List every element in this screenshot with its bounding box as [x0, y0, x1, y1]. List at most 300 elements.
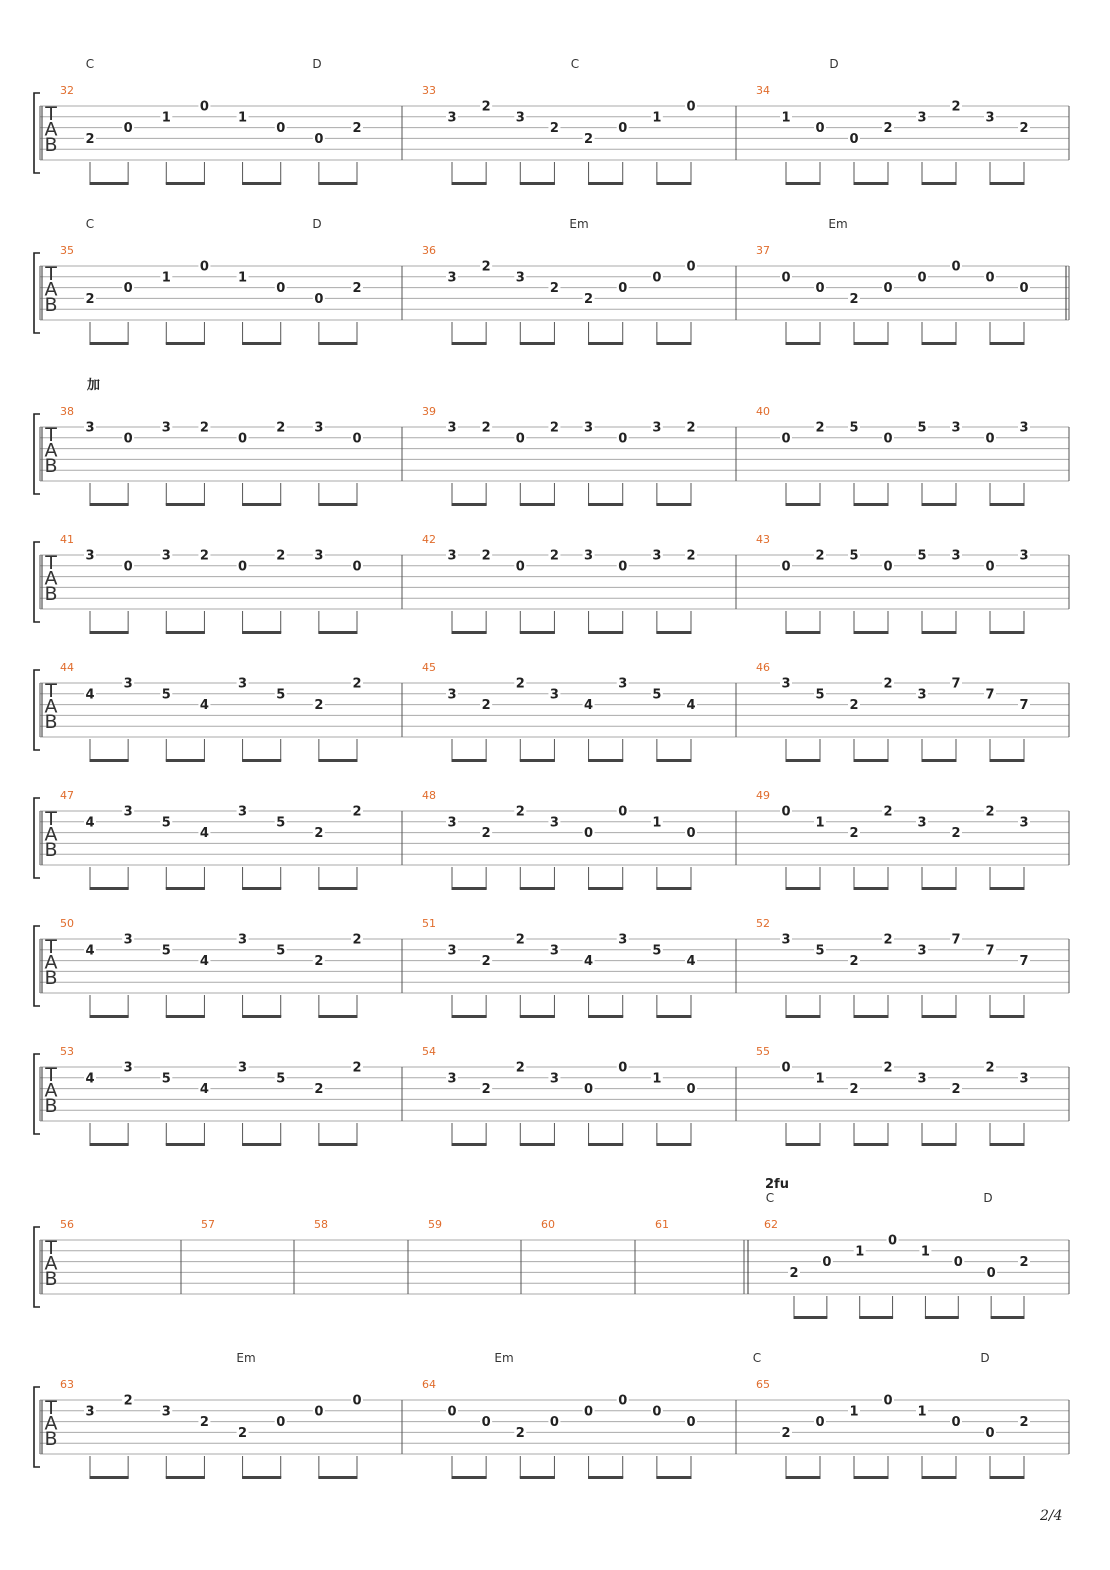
fret-number: 0 [276, 281, 286, 297]
measure-number: 42 [422, 533, 436, 546]
fret-number: 2 [515, 1425, 525, 1441]
fret-number: 2 [515, 1060, 525, 1076]
measure-number: 50 [60, 917, 74, 930]
fret-number: 0 [652, 270, 662, 286]
fret-number: 2 [481, 259, 491, 275]
fret-number: 0 [686, 1082, 696, 1098]
measure-number: 56 [60, 1218, 74, 1231]
measure-number: 41 [60, 533, 74, 546]
fret-number: 2 [199, 548, 209, 564]
fret-number: 0 [238, 431, 248, 447]
system-bracket [34, 542, 40, 622]
fret-number: 2 [481, 826, 491, 842]
fret-number: 3 [951, 420, 961, 436]
fret-number: 3 [917, 943, 927, 959]
fret-number: 0 [618, 559, 628, 575]
fret-number: 0 [199, 99, 209, 115]
tab-clef-letter: T [45, 424, 57, 446]
fret-number: 0 [985, 270, 995, 286]
fret-number: 1 [652, 815, 662, 831]
fret-number: 3 [781, 676, 791, 692]
fret-number: 3 [447, 943, 457, 959]
fret-number: 0 [549, 1415, 559, 1431]
fret-number: 3 [161, 420, 171, 436]
fret-number: 3 [652, 420, 662, 436]
measure-number: 46 [756, 661, 770, 674]
fret-number: 3 [1019, 548, 1029, 564]
fret-number: 1 [815, 815, 825, 831]
fret-number: 0 [985, 431, 995, 447]
tab-clef-letter: B [44, 1428, 58, 1450]
tab-clef-letter: T [45, 680, 57, 702]
measure-number: 54 [422, 1045, 436, 1058]
tab-clef-letter: A [44, 278, 58, 301]
fret-number: 2 [815, 548, 825, 564]
fret-number: 0 [951, 1415, 961, 1431]
fret-number: 0 [985, 1425, 995, 1441]
fret-number: 2 [883, 1060, 893, 1076]
fret-number: 0 [618, 281, 628, 297]
chord-symbol: Em [569, 217, 589, 231]
fret-number: 0 [238, 559, 248, 575]
fret-number: 3 [123, 804, 133, 820]
fret-number: 3 [447, 815, 457, 831]
fret-number: 2 [883, 932, 893, 948]
measure-number: 39 [422, 405, 436, 418]
fret-number: 2 [481, 954, 491, 970]
measure-number: 65 [756, 1378, 770, 1391]
chord-symbol: C [765, 1191, 775, 1205]
fret-number: 5 [815, 687, 825, 703]
fret-number: 3 [549, 815, 559, 831]
tab-clef-letter: T [45, 263, 57, 285]
measure-number: 61 [655, 1218, 669, 1231]
fret-number: 4 [686, 698, 696, 714]
measure-number: 63 [60, 1378, 74, 1391]
measure-number: 64 [422, 1378, 436, 1391]
fret-number: 0 [352, 431, 362, 447]
fret-number: 2 [1019, 1415, 1029, 1431]
fret-number: 0 [888, 1233, 898, 1249]
fret-number: 0 [686, 259, 696, 275]
fret-number: 3 [123, 676, 133, 692]
fret-number: 7 [985, 687, 995, 703]
fret-number: 3 [781, 932, 791, 948]
fret-number: 0 [822, 1255, 832, 1271]
fret-number: 3 [123, 932, 133, 948]
fret-number: 0 [953, 1255, 963, 1271]
fret-number: 2 [849, 291, 859, 307]
system-bracket [34, 670, 40, 750]
fret-number: 2 [481, 99, 491, 115]
measure-number: 36 [422, 244, 436, 257]
tab-clef-letter: B [44, 1095, 58, 1117]
system-bracket [34, 1387, 40, 1467]
system-bracket [34, 1054, 40, 1134]
fret-number: 3 [985, 110, 995, 126]
fret-number: 2 [815, 420, 825, 436]
fret-number: 5 [276, 815, 286, 831]
fret-number: 0 [584, 1082, 594, 1098]
page-number: 2/4 [1040, 1508, 1063, 1524]
measure-number: 33 [422, 84, 436, 97]
measure-number: 52 [756, 917, 770, 930]
fret-number: 0 [618, 1393, 628, 1409]
measure-number: 60 [541, 1218, 555, 1231]
fret-number: 0 [849, 131, 859, 147]
fret-number: 3 [917, 1071, 927, 1087]
fret-number: 2 [985, 1060, 995, 1076]
fret-number: 2 [481, 548, 491, 564]
fret-number: 3 [917, 687, 927, 703]
fret-number: 3 [1019, 1071, 1029, 1087]
fret-number: 3 [238, 676, 248, 692]
fret-number: 2 [199, 420, 209, 436]
system-bracket [34, 1227, 40, 1307]
fret-number: 1 [920, 1244, 930, 1260]
fret-number: 5 [849, 420, 859, 436]
fret-number: 2 [276, 420, 286, 436]
measure-number: 40 [756, 405, 770, 418]
chord-symbol: C [752, 1351, 762, 1365]
fret-number: 7 [951, 676, 961, 692]
fret-number: 1 [652, 110, 662, 126]
fret-number: 0 [985, 559, 995, 575]
fret-number: 3 [161, 1404, 171, 1420]
measure-number: 57 [201, 1218, 215, 1231]
fret-number: 4 [199, 954, 209, 970]
fret-number: 2 [686, 548, 696, 564]
fret-number: 2 [515, 804, 525, 820]
fret-number: 0 [515, 559, 525, 575]
system-bracket [34, 414, 40, 494]
chord-symbol: D [312, 57, 322, 71]
fret-number: 0 [686, 826, 696, 842]
fret-number: 3 [515, 270, 525, 286]
fret-number: 2 [85, 131, 95, 147]
tab-clef-letter: T [45, 1397, 57, 1419]
fret-number: 2 [481, 698, 491, 714]
fret-number: 0 [584, 1404, 594, 1420]
fret-number: 2 [314, 954, 324, 970]
fret-number: 0 [584, 826, 594, 842]
fret-number: 2 [352, 281, 362, 297]
fret-number: 5 [161, 1071, 171, 1087]
fret-number: 2 [85, 291, 95, 307]
measure-number: 49 [756, 789, 770, 802]
measure-number: 48 [422, 789, 436, 802]
fret-number: 3 [917, 815, 927, 831]
fret-number: 1 [161, 270, 171, 286]
fret-number: 2 [781, 1425, 791, 1441]
chord-symbol: C [85, 217, 95, 231]
tab-clef-letter: T [45, 936, 57, 958]
tab-clef-letter: T [45, 103, 57, 125]
tab-clef-letter: A [44, 439, 58, 462]
fret-number: 2 [549, 281, 559, 297]
fret-number: 5 [161, 687, 171, 703]
chord-symbol: C [570, 57, 580, 71]
measure-number: 55 [756, 1045, 770, 1058]
tab-clef-letter: A [44, 118, 58, 141]
fret-number: 2 [951, 1082, 961, 1098]
tab-clef-letter: B [44, 711, 58, 733]
fret-number: 7 [1019, 698, 1029, 714]
fret-number: 2 [123, 1393, 133, 1409]
fret-number: 0 [199, 259, 209, 275]
fret-number: 1 [855, 1244, 865, 1260]
fret-number: 2 [352, 676, 362, 692]
fret-number: 4 [199, 698, 209, 714]
fret-number: 0 [652, 1404, 662, 1420]
tab-clef-letter: A [44, 695, 58, 718]
fret-number: 0 [123, 281, 133, 297]
measure-number: 43 [756, 533, 770, 546]
chord-symbol: C [85, 57, 95, 71]
fret-number: 5 [276, 943, 286, 959]
fret-number: 2 [549, 420, 559, 436]
fret-number: 2 [883, 676, 893, 692]
fret-number: 0 [314, 291, 324, 307]
fret-number: 2 [849, 954, 859, 970]
fret-number: 2 [584, 131, 594, 147]
fret-number: 0 [314, 131, 324, 147]
tab-clef-letter: T [45, 808, 57, 830]
fret-number: 3 [549, 687, 559, 703]
fret-number: 2 [849, 826, 859, 842]
fret-number: 7 [1019, 954, 1029, 970]
section-annotation: 2fu [765, 1177, 789, 1192]
tab-clef-letter: A [44, 1252, 58, 1275]
tab-clef-letter: B [44, 583, 58, 605]
fret-number: 0 [123, 121, 133, 137]
fret-number: 5 [161, 815, 171, 831]
fret-number: 1 [238, 110, 248, 126]
fret-number: 2 [352, 1060, 362, 1076]
fret-number: 3 [951, 548, 961, 564]
fret-number: 2 [849, 1082, 859, 1098]
fret-number: 2 [515, 932, 525, 948]
fret-number: 3 [618, 932, 628, 948]
fret-number: 1 [781, 110, 791, 126]
fret-number: 0 [986, 1265, 996, 1281]
fret-number: 4 [199, 1082, 209, 1098]
system-bracket [34, 93, 40, 173]
fret-number: 5 [849, 548, 859, 564]
fret-number: 3 [618, 676, 628, 692]
chord-symbol: Em [236, 1351, 256, 1365]
fret-number: 2 [883, 804, 893, 820]
fret-number: 4 [85, 815, 95, 831]
fret-number: 7 [951, 932, 961, 948]
fret-number: 2 [883, 121, 893, 137]
fret-number: 0 [515, 431, 525, 447]
fret-number: 2 [985, 804, 995, 820]
system-bracket [34, 798, 40, 878]
fret-number: 2 [849, 698, 859, 714]
measure-number: 44 [60, 661, 74, 674]
fret-number: 4 [584, 698, 594, 714]
chord-symbol: Em [494, 1351, 514, 1365]
fret-number: 0 [686, 1415, 696, 1431]
fret-number: 2 [314, 826, 324, 842]
measure-number: 59 [428, 1218, 442, 1231]
chord-symbol: D [980, 1351, 990, 1365]
fret-number: 0 [123, 431, 133, 447]
fret-number: 4 [686, 954, 696, 970]
fret-number: 0 [951, 259, 961, 275]
fret-number: 0 [883, 559, 893, 575]
fret-number: 2 [549, 121, 559, 137]
fret-number: 3 [447, 1071, 457, 1087]
fret-number: 2 [481, 1082, 491, 1098]
fret-number: 7 [985, 943, 995, 959]
chord-symbol: D [312, 217, 322, 231]
fret-number: 4 [85, 687, 95, 703]
fret-number: 2 [314, 1082, 324, 1098]
tab-clef-letter: A [44, 823, 58, 846]
tab-clef-letter: A [44, 567, 58, 590]
tab-clef-letter: A [44, 951, 58, 974]
fret-number: 0 [618, 1060, 628, 1076]
fret-number: 0 [883, 281, 893, 297]
fret-number: 0 [352, 1393, 362, 1409]
fret-number: 2 [352, 121, 362, 137]
fret-number: 0 [481, 1415, 491, 1431]
measure-number: 38 [60, 405, 74, 418]
fret-number: 2 [238, 1425, 248, 1441]
fret-number: 0 [883, 1393, 893, 1409]
fret-number: 0 [815, 121, 825, 137]
fret-number: 1 [815, 1071, 825, 1087]
fret-number: 2 [1019, 1255, 1029, 1271]
fret-number: 2 [352, 804, 362, 820]
measure-number: 45 [422, 661, 436, 674]
fret-number: 2 [789, 1265, 799, 1281]
fret-number: 3 [549, 943, 559, 959]
fret-number: 0 [883, 431, 893, 447]
section-annotation: 加 [87, 378, 101, 393]
fret-number: 0 [781, 559, 791, 575]
fret-number: 3 [549, 1071, 559, 1087]
fret-number: 3 [1019, 815, 1029, 831]
fret-number: 0 [686, 99, 696, 115]
fret-number: 2 [352, 932, 362, 948]
fret-number: 2 [951, 826, 961, 842]
fret-number: 3 [584, 548, 594, 564]
fret-number: 3 [123, 1060, 133, 1076]
fret-number: 0 [917, 270, 927, 286]
fret-number: 3 [1019, 420, 1029, 436]
fret-number: 3 [238, 932, 248, 948]
measure-number: 32 [60, 84, 74, 97]
fret-number: 3 [161, 548, 171, 564]
fret-number: 3 [314, 420, 324, 436]
fret-number: 0 [781, 270, 791, 286]
fret-number: 3 [515, 110, 525, 126]
chord-symbol: D [829, 57, 839, 71]
measure-number: 51 [422, 917, 436, 930]
chord-symbol: Em [828, 217, 848, 231]
fret-number: 3 [447, 270, 457, 286]
tab-clef-letter: B [44, 1268, 58, 1290]
fret-number: 3 [238, 1060, 248, 1076]
fret-number: 2 [686, 420, 696, 436]
fret-number: 0 [1019, 281, 1029, 297]
fret-number: 1 [652, 1071, 662, 1087]
fret-number: 1 [917, 1404, 927, 1420]
fret-number: 0 [447, 1404, 457, 1420]
fret-number: 5 [276, 687, 286, 703]
system-bracket [34, 253, 40, 333]
fret-number: 2 [199, 1415, 209, 1431]
fret-number: 5 [917, 420, 927, 436]
fret-number: 0 [815, 1415, 825, 1431]
fret-number: 0 [276, 121, 286, 137]
fret-number: 0 [314, 1404, 324, 1420]
tab-clef-letter: B [44, 134, 58, 156]
fret-number: 0 [352, 559, 362, 575]
fret-number: 0 [781, 804, 791, 820]
fret-number: 2 [1019, 121, 1029, 137]
fret-number: 3 [447, 420, 457, 436]
fret-number: 3 [652, 548, 662, 564]
fret-number: 0 [123, 559, 133, 575]
tab-clef-letter: B [44, 455, 58, 477]
fret-number: 1 [238, 270, 248, 286]
tab-clef-letter: B [44, 839, 58, 861]
fret-number: 3 [584, 420, 594, 436]
measure-number: 37 [756, 244, 770, 257]
fret-number: 3 [447, 548, 457, 564]
tab-clef-letter: B [44, 294, 58, 316]
measure-number: 62 [764, 1218, 778, 1231]
fret-number: 0 [618, 121, 628, 137]
fret-number: 0 [618, 431, 628, 447]
fret-number: 5 [161, 943, 171, 959]
fret-number: 0 [276, 1415, 286, 1431]
fret-number: 3 [917, 110, 927, 126]
tab-clef-letter: T [45, 1064, 57, 1086]
fret-number: 2 [549, 548, 559, 564]
fret-number: 3 [85, 420, 95, 436]
fret-number: 5 [276, 1071, 286, 1087]
chord-symbol: D [983, 1191, 993, 1205]
fret-number: 2 [584, 291, 594, 307]
fret-number: 5 [652, 687, 662, 703]
fret-number: 2 [481, 420, 491, 436]
fret-number: 0 [618, 804, 628, 820]
fret-number: 2 [314, 698, 324, 714]
fret-number: 4 [85, 943, 95, 959]
fret-number: 1 [849, 1404, 859, 1420]
fret-number: 3 [447, 110, 457, 126]
fret-number: 5 [917, 548, 927, 564]
measure-number: 35 [60, 244, 74, 257]
measure-number: 47 [60, 789, 74, 802]
fret-number: 3 [85, 1404, 95, 1420]
tab-clef-letter: T [45, 1237, 57, 1259]
fret-number: 4 [199, 826, 209, 842]
measure-number: 34 [756, 84, 770, 97]
tab-clef-letter: T [45, 552, 57, 574]
fret-number: 1 [161, 110, 171, 126]
measure-number: 53 [60, 1045, 74, 1058]
fret-number: 2 [515, 676, 525, 692]
fret-number: 0 [815, 281, 825, 297]
fret-number: 3 [314, 548, 324, 564]
fret-number: 0 [781, 431, 791, 447]
